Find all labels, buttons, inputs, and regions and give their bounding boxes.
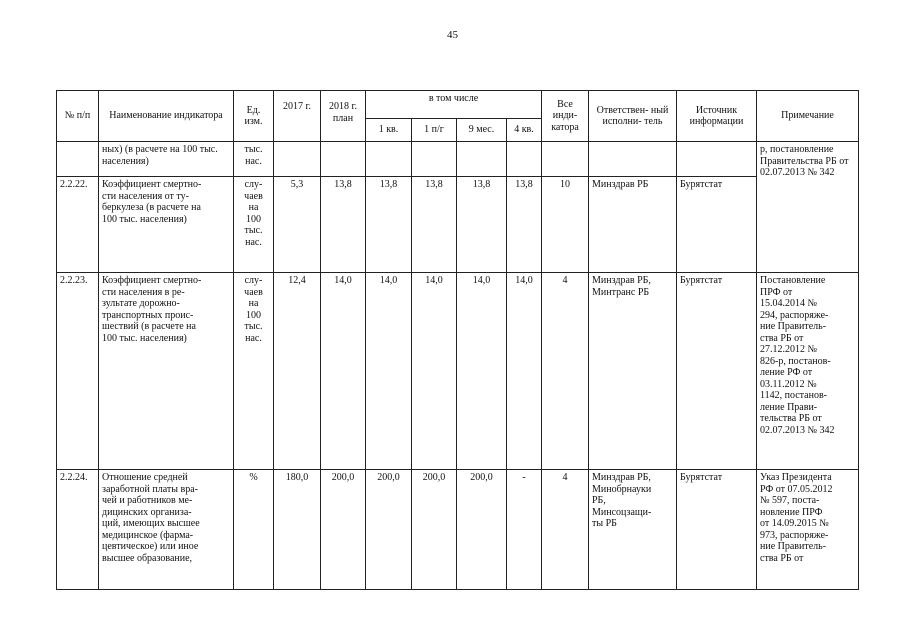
row-value-q4: - <box>507 470 542 590</box>
row-unit: слу- чаев на 100 тыс. нас. <box>234 177 274 273</box>
header-num: № п/п <box>57 91 99 142</box>
table-row <box>57 273 859 470</box>
row-num <box>57 142 99 177</box>
row-value-q1: 14,0 <box>366 273 412 470</box>
row-value-9m <box>457 142 507 177</box>
row-value-9m: 14,0 <box>457 273 507 470</box>
row-responsible: Минздрав РБ, Минобрнауки РБ, Минсоцзащи- ты РБ <box>589 470 677 590</box>
indicator-table <box>56 90 859 590</box>
row-value-q4: 14,0 <box>507 273 542 470</box>
header-note: Примечание <box>757 91 859 142</box>
row-source <box>677 142 757 177</box>
row-all-indicators <box>542 142 589 177</box>
row-value-9m: 200,0 <box>457 470 507 590</box>
row-all-indicators: 4 <box>542 470 589 590</box>
header-indicator-name: Наименование индикатора <box>99 91 234 142</box>
row-value-2017 <box>274 142 321 177</box>
header-h1: 1 п/г <box>412 119 457 142</box>
row-value-h1 <box>412 142 457 177</box>
page-number: 45 <box>447 29 458 41</box>
row-source: Бурятстат <box>677 273 757 470</box>
header-2018-plan: 2018 г. план <box>321 91 366 142</box>
row-value-2018 <box>321 142 366 177</box>
row-value-q1: 13,8 <box>366 177 412 273</box>
row-value-2017: 180,0 <box>274 470 321 590</box>
row-value-q1 <box>366 142 412 177</box>
row-note: Постановление ПРФ от 15.04.2014 № 294, распоряже- ние Правитель- ства РБ от 27.12.2012 № 826-р, постанов- ление РФ от 03.11.2012 № 1142, постанов- ление Прави- тельства РБ от 02.07.2013 № 342 <box>757 273 859 470</box>
header-q1: 1 кв. <box>366 119 412 142</box>
row-unit: % <box>234 470 274 590</box>
row-value-h1: 200,0 <box>412 470 457 590</box>
row-all-indicators: 4 <box>542 273 589 470</box>
row-value-h1: 14,0 <box>412 273 457 470</box>
row-value-9m: 13,8 <box>457 177 507 273</box>
row-value-q1: 200,0 <box>366 470 412 590</box>
header-q4: 4 кв. <box>507 119 542 142</box>
table-row <box>57 177 859 273</box>
header-all-indicators: Все инди- катора <box>542 91 589 142</box>
row-value-q4: 13,8 <box>507 177 542 273</box>
row-value-h1: 13,8 <box>412 177 457 273</box>
row-indicator-name: Коэффициент смертно- сти населения от ту- беркулеза (в расчете на 100 тыс. населения) <box>99 177 234 273</box>
table-row <box>57 142 859 177</box>
row-note: Указ Президента РФ от 07.05.2012 № 597, поста- новление ПРФ от 14.09.2015 № 973, распоряже- ние Правитель- ства РБ от <box>757 470 859 590</box>
table-row <box>57 470 859 590</box>
row-source: Бурятстат <box>677 470 757 590</box>
header-unit: Ед. изм. <box>234 91 274 142</box>
row-value-2017: 5,3 <box>274 177 321 273</box>
row-indicator-name: Коэффициент смертно- сти населения в ре- зультате дорожно- транспортных проис- шествий (в расчете на 100 тыс. населения) <box>99 273 234 470</box>
row-value-2018: 14,0 <box>321 273 366 470</box>
row-responsible: Минздрав РБ, Минтранс РБ <box>589 273 677 470</box>
row-unit: слу- чаев на 100 тыс. нас. <box>234 273 274 470</box>
row-indicator-name: ных) (в расчете на 100 тыс. населения) <box>99 142 234 177</box>
row-value-2018: 13,8 <box>321 177 366 273</box>
row-num: 2.2.22. <box>57 177 99 273</box>
header-source: Источник информации <box>677 91 757 142</box>
row-indicator-name: Отношение средней заработной платы вра- чей и работников ме- дицинских организа- ций, имеющих высшее медицинское (фарма- цевтическое) или иное высшее образование, <box>99 470 234 590</box>
row-value-2017: 12,4 <box>274 273 321 470</box>
row-num: 2.2.23. <box>57 273 99 470</box>
header-2017: 2017 г. <box>274 91 321 142</box>
row-value-2018: 200,0 <box>321 470 366 590</box>
row-unit: тыс. нас. <box>234 142 274 177</box>
header-responsible: Ответствен- ный исполни- тель <box>589 91 677 142</box>
row-all-indicators: 10 <box>542 177 589 273</box>
header-including: в том числе <box>366 91 542 119</box>
row-note: р, постановление Правительства РБ от 02.07.2013 № 342 <box>757 142 859 273</box>
row-responsible <box>589 142 677 177</box>
row-source: Бурятстат <box>677 177 757 273</box>
row-value-q4 <box>507 142 542 177</box>
row-responsible: Минздрав РБ <box>589 177 677 273</box>
row-num: 2.2.24. <box>57 470 99 590</box>
header-9m: 9 мес. <box>457 119 507 142</box>
